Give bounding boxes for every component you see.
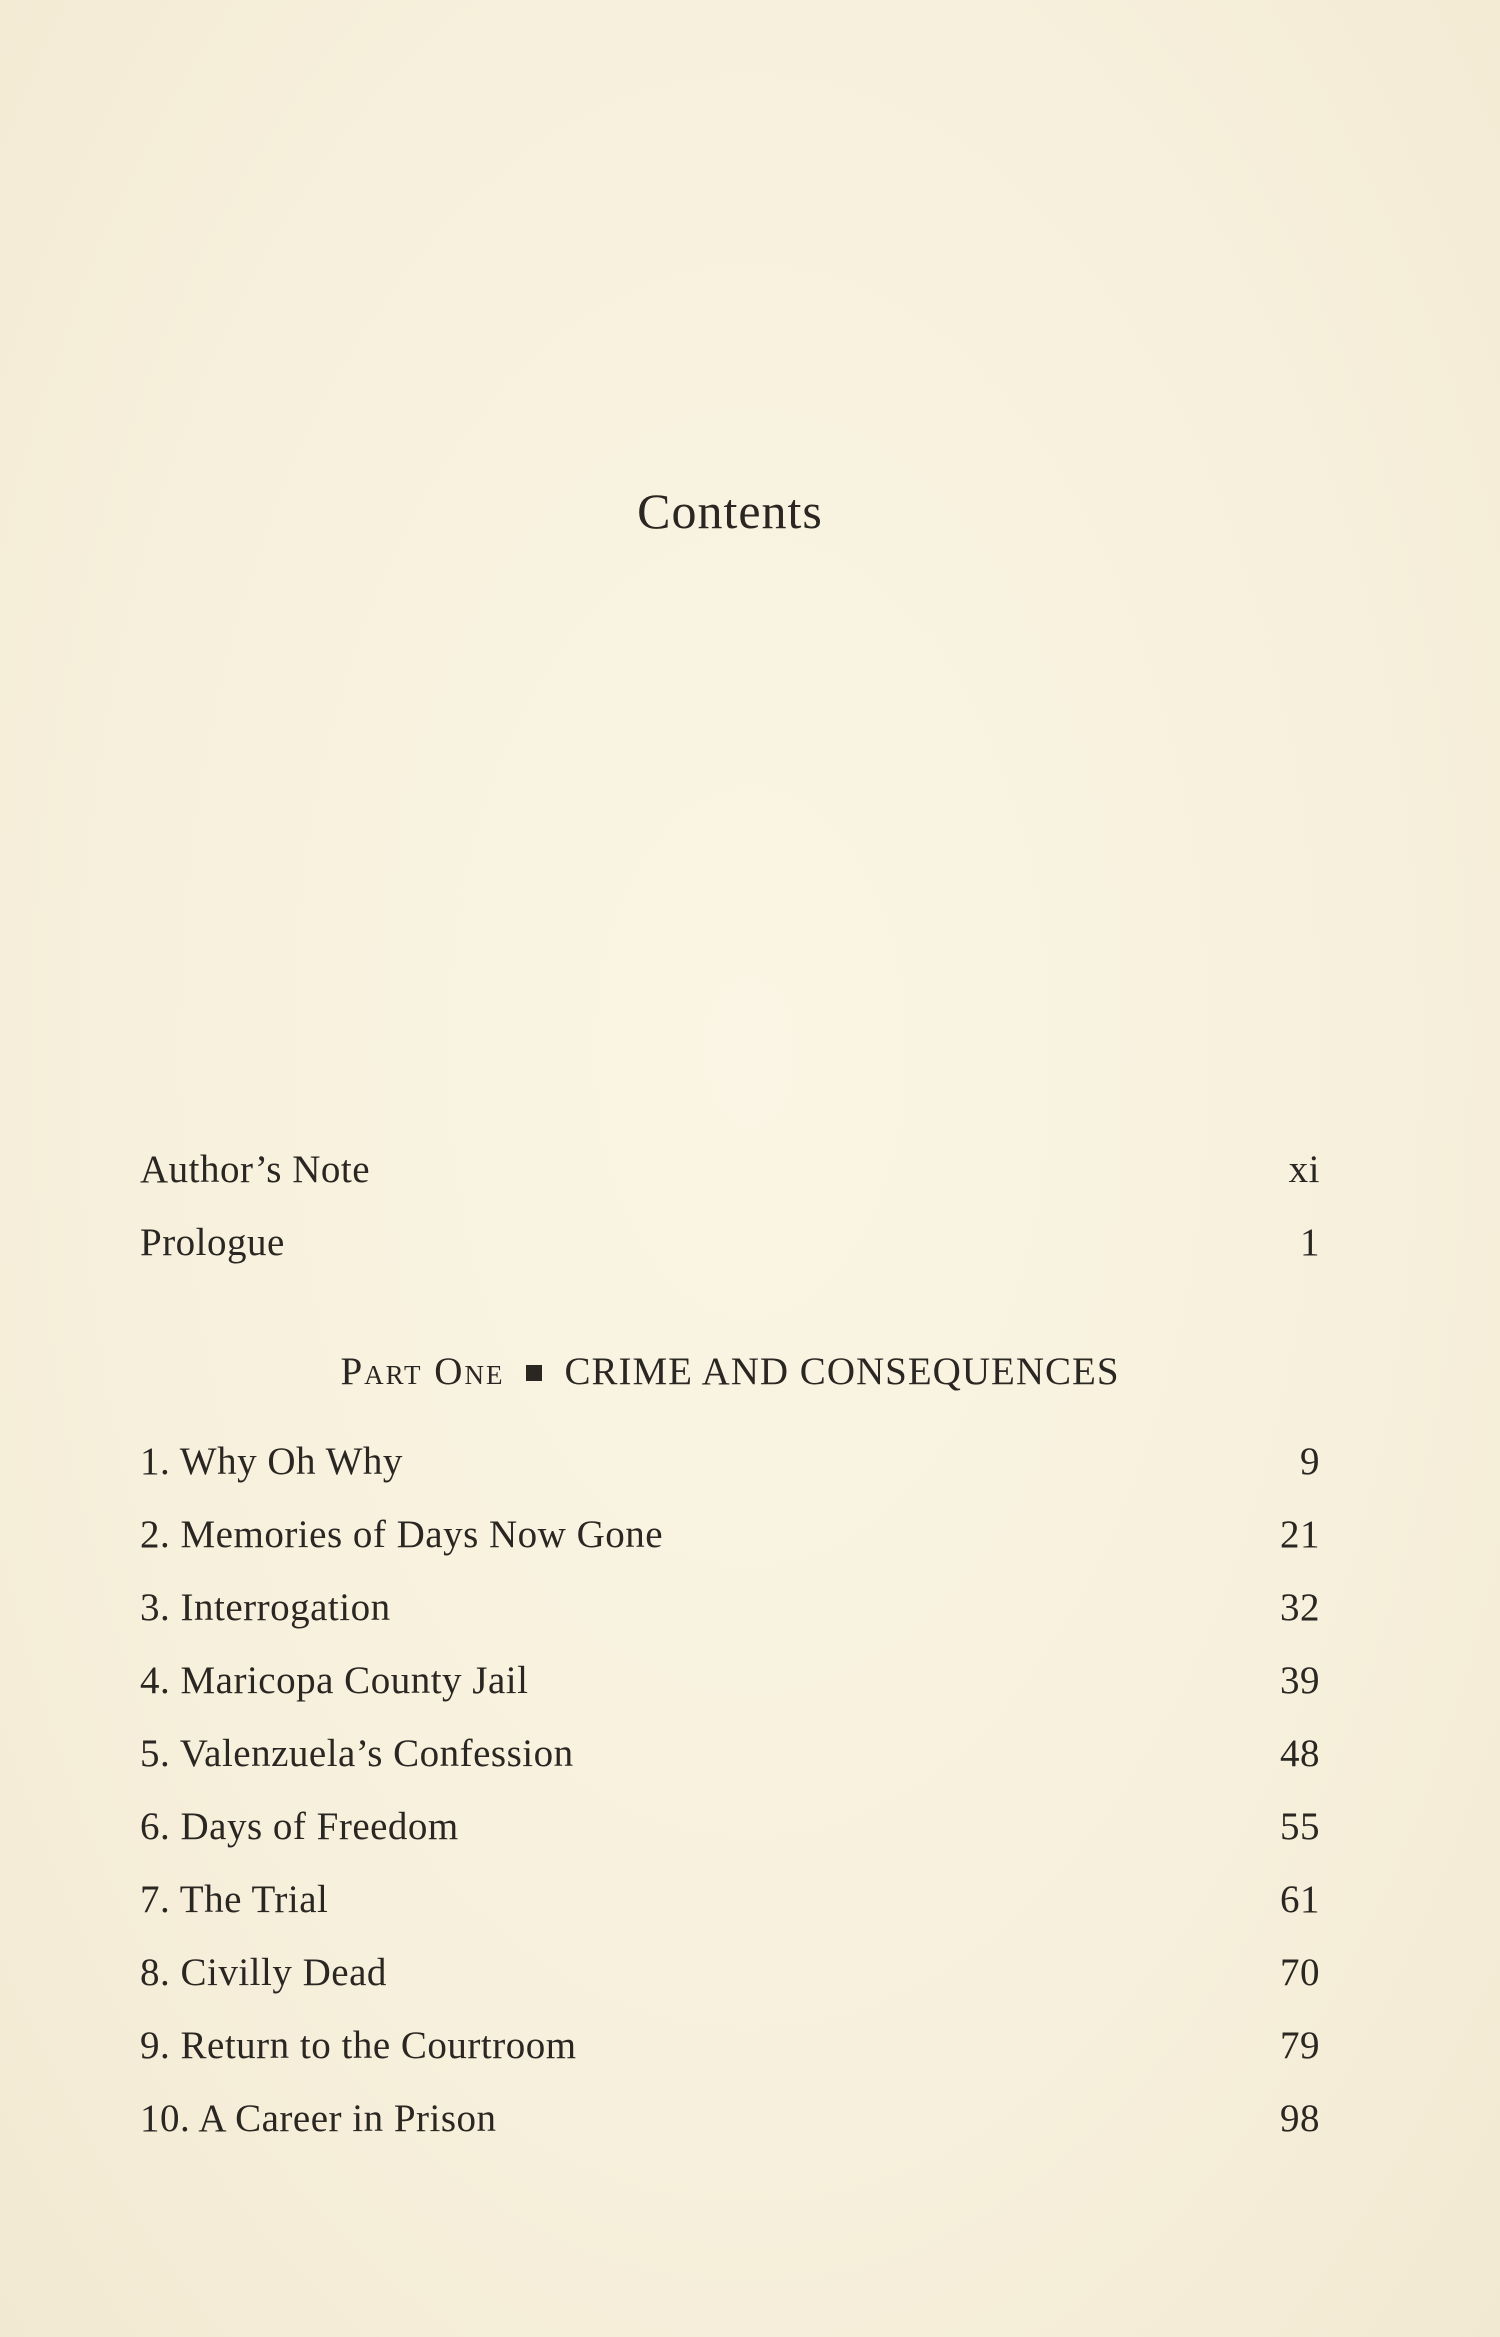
part-heading xyxy=(0,1348,1460,1396)
toc-chapter-3 xyxy=(140,1584,1320,1632)
toc-chapter-8 xyxy=(140,1949,1320,1997)
toc-entry-label: Prologue xyxy=(140,1221,285,1264)
toc-chapter-6 xyxy=(140,1803,1320,1851)
toc-entry-label: 1. Why Oh Why xyxy=(140,1440,403,1483)
toc-chapter-7 xyxy=(140,1876,1320,1924)
toc-entry-label: 10. A Career in Prison xyxy=(140,2097,497,2140)
toc-entry-page: 9 xyxy=(1300,1440,1320,1483)
toc-entry-page: 70 xyxy=(1280,1951,1320,1994)
toc-entry-label: 5. Valenzuela’s Confession xyxy=(140,1732,574,1775)
toc-chapter-5 xyxy=(140,1730,1320,1778)
toc-entry-page: 39 xyxy=(1280,1659,1320,1702)
toc-chapter-2 xyxy=(140,1511,1320,1559)
toc-entry-authors-note xyxy=(140,1146,1320,1194)
black-square-icon xyxy=(526,1365,542,1381)
part-prefix: Part One xyxy=(340,1350,505,1393)
toc-entry-label: 4. Maricopa County Jail xyxy=(140,1659,529,1702)
toc-entry-label: 8. Civilly Dead xyxy=(140,1951,387,1994)
part-name: CRIME AND CONSEQUENCES xyxy=(564,1350,1120,1393)
page-title: Contents xyxy=(637,483,823,539)
toc-entry-label: 6. Days of Freedom xyxy=(140,1805,459,1848)
toc-chapter-10 xyxy=(140,2095,1320,2143)
toc-entry-label: 9. Return to the Courtroom xyxy=(140,2024,577,2067)
toc-entry-page: 21 xyxy=(1280,1513,1320,1556)
toc-entry-page: 79 xyxy=(1280,2024,1320,2067)
toc-entry-page: xi xyxy=(1288,1148,1320,1191)
toc-entry-page: 55 xyxy=(1280,1805,1320,1848)
toc-entry-label: 3. Interrogation xyxy=(140,1586,391,1629)
toc-entry-page: 32 xyxy=(1280,1586,1320,1629)
toc-entry-label: Author’s Note xyxy=(140,1148,371,1191)
toc-entry-page: 48 xyxy=(1280,1732,1320,1775)
toc-entry-page: 61 xyxy=(1280,1878,1320,1921)
toc-entry-label: 2. Memories of Days Now Gone xyxy=(140,1513,664,1556)
toc-chapter-4 xyxy=(140,1657,1320,1705)
toc-chapter-1 xyxy=(140,1438,1320,1486)
toc-chapter-9 xyxy=(140,2022,1320,2070)
toc-entry-page: 1 xyxy=(1300,1221,1320,1264)
toc-entry-page: 98 xyxy=(1280,2097,1320,2140)
toc-entry-prologue xyxy=(140,1219,1320,1267)
toc-entry-label: 7. The Trial xyxy=(140,1878,329,1921)
